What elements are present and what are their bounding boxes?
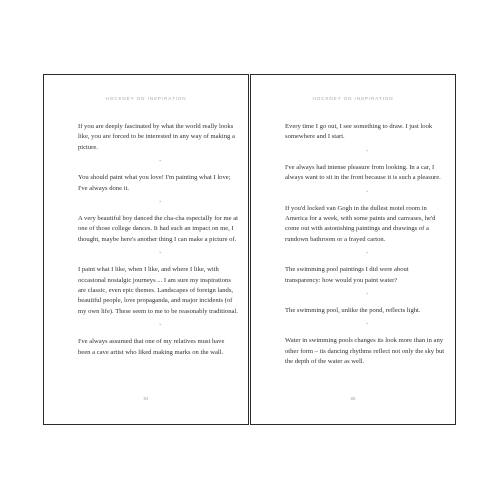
quote: The swimming pool, unlike the pond, reflects light.: [285, 307, 421, 315]
running-head: HOCKNEY ON INSPIRATION: [105, 96, 187, 101]
separator-asterisk: *: [159, 160, 162, 166]
running-head: HOCKNEY ON INSPIRATION: [312, 96, 394, 101]
separator-asterisk: *: [366, 293, 369, 299]
quote: I paint what I like, when I like, and where I like, with occasional nostalgic journeys ... I am sure my inspirations are classic, even epic themes. Landscapes of foreign lands, beautiful people, love propaganda, and major incidents (of my own life). These seem to me to be reasonably traditional.: [78, 266, 238, 315]
quote: Every time I go out, I see something to draw. I just look somewhere and I start.: [285, 123, 433, 141]
page-content: [78, 122, 238, 358]
quote: If you'd locked van Gogh in the dullest motel room in America for a week, with some paints and canvases, he'd come out with astonishing paintings and drawings of a rundown bathroom or a frayed carton.: [285, 204, 436, 243]
page-number: 85: [350, 396, 356, 401]
quote: I've always had intense pleasure from looking. In a car, I always want to sit in the front because it is such a pleasure.: [285, 163, 441, 182]
quote: The swimming pool paintings I did were about transparency: how would you paint water?: [285, 266, 409, 284]
quote: Water in swimming pools changes its look more than in any other form – its dancing rhythms reflect not only the sky but the depth of the water as well.: [285, 337, 445, 366]
separator-asterisk: *: [159, 324, 162, 330]
page-content: [285, 122, 445, 368]
quote: A very beautiful boy danced the cha-cha especially for me at one of those college dances. It had such an impact on me, I thought, maybe here's another thing I can make a picture of.: [78, 215, 239, 243]
separator-asterisk: *: [366, 252, 369, 258]
quote: If you are deeply fascinated by what the world really looks like, you are forced to be interested in any way of making a picture.: [78, 123, 235, 151]
separator-asterisk: *: [366, 323, 369, 329]
right-page: [250, 74, 456, 425]
page-number: 84: [143, 396, 149, 401]
separator-asterisk: *: [159, 201, 162, 207]
left-page: [43, 74, 249, 425]
quote: I've always assumed that one of my relatives must have been a cave artist who liked making marks on the wall.: [78, 338, 225, 356]
separator-asterisk: *: [159, 252, 162, 258]
quote: You should paint what you love! I'm painting what I love; I've always done it.: [78, 174, 231, 192]
separator-asterisk: *: [366, 190, 369, 196]
separator-asterisk: *: [366, 149, 369, 155]
